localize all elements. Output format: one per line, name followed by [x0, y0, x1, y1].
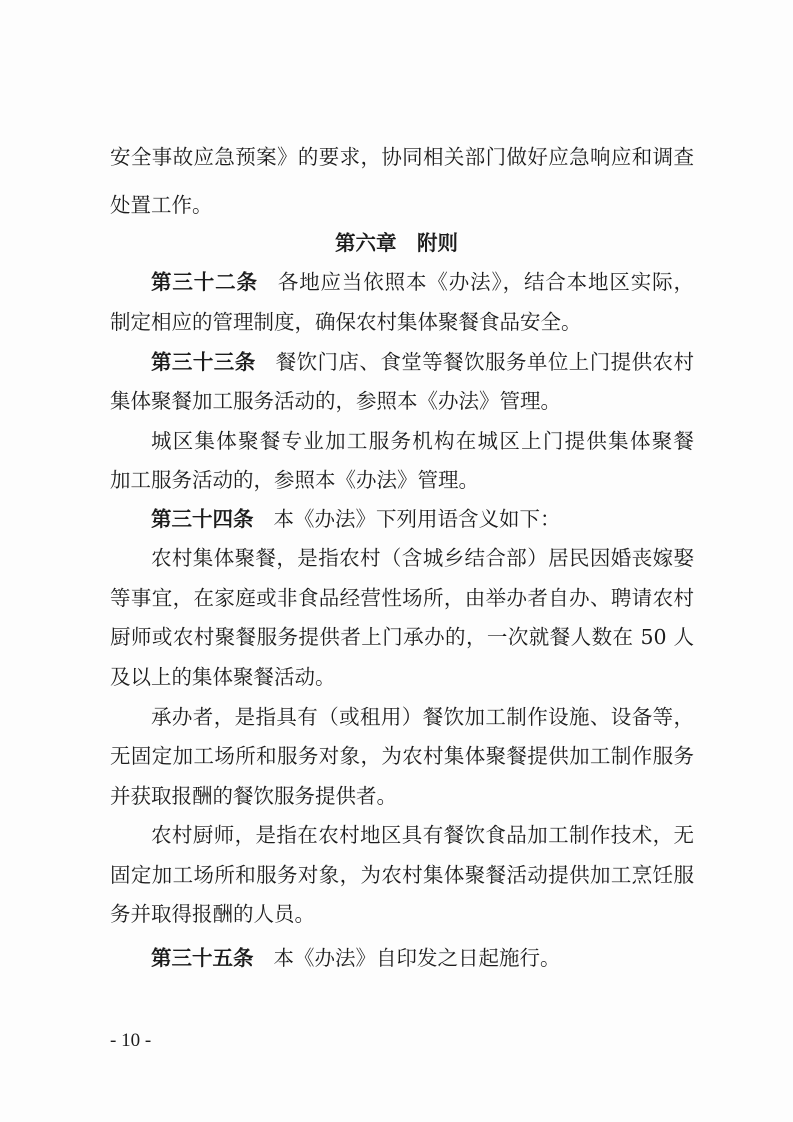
line-text: 制定相应的管理制度，确保农村集体聚餐食品安全。	[110, 310, 582, 334]
line-text: 农村厨师，是指在农村地区具有餐饮食品加工制作技术，无	[151, 823, 694, 847]
line-text: 第六章 附则	[335, 231, 458, 255]
line-text: 固定加工场所和服务对象，为农村集体聚餐活动提供加工烹饪服	[110, 863, 694, 887]
line-text: 及以上的集体聚餐活动。	[110, 665, 336, 689]
text-line	[110, 623, 694, 651]
line-text: 本《办法》自印发之日起施行。	[273, 946, 561, 970]
line-text: 无固定加工场所和服务对象，为农村集体聚餐提供加工制作服务	[110, 744, 694, 768]
line-text: 集体聚餐加工服务活动的，参照本《办法》管理。	[110, 389, 561, 413]
line-text: 并获取报酬的餐饮服务提供者。	[110, 784, 397, 808]
article-number: 第三十三条	[151, 350, 256, 374]
text-line	[151, 944, 694, 972]
text-line	[151, 348, 694, 376]
line-text: 等事宜，在家庭或非食品经营性场所，由举办者自办、聘请农村	[110, 586, 694, 610]
text-line	[151, 821, 694, 849]
line-text: 安全事故应急预案》的要求，协同相关部门做好应急响应和调查	[110, 145, 694, 169]
text-line	[151, 268, 694, 296]
line-text: 务并取得报酬的人员。	[110, 902, 315, 926]
text-line	[110, 387, 694, 415]
article-number: 第三十五条	[151, 946, 254, 970]
text-line	[151, 544, 694, 572]
text-line	[110, 742, 694, 770]
line-text: 城区集体聚餐专业加工服务机构在城区上门提供集体聚餐	[151, 429, 694, 453]
text-line	[110, 663, 694, 691]
page-number: - 10 -	[110, 1030, 152, 1051]
text-line	[110, 191, 694, 219]
article-number: 第三十二条	[151, 270, 258, 294]
text-line	[110, 782, 694, 810]
article-number: 第三十四条	[151, 507, 254, 531]
text-line	[151, 703, 694, 731]
text-line	[151, 427, 694, 455]
text-line	[151, 505, 694, 533]
text-line	[110, 466, 694, 494]
line-text: 各地应当依照本《办法》，结合本地区实际，	[277, 270, 695, 294]
text-line	[110, 861, 694, 889]
text-line	[110, 143, 694, 171]
chapter-title	[0, 229, 793, 257]
text-line	[110, 584, 694, 612]
line-text: 加工服务活动的，参照本《办法》管理。	[110, 468, 479, 492]
text-line	[110, 308, 694, 336]
line-text: 餐饮门店、食堂等餐饮服务单位上门提供农村	[275, 350, 694, 374]
line-text: 处置工作。	[110, 193, 213, 217]
line-text: 本《办法》下列用语含义如下：	[273, 507, 561, 531]
line-text: 厨师或农村聚餐服务提供者上门承办的，一次就餐人数在 50 人	[110, 625, 694, 649]
line-text: 承办者，是指具有（或租用）餐饮加工制作设施、设备等，	[151, 705, 694, 729]
line-text: 农村集体聚餐，是指农村（含城乡结合部）居民因婚丧嫁娶	[151, 546, 694, 570]
text-line	[110, 900, 694, 928]
